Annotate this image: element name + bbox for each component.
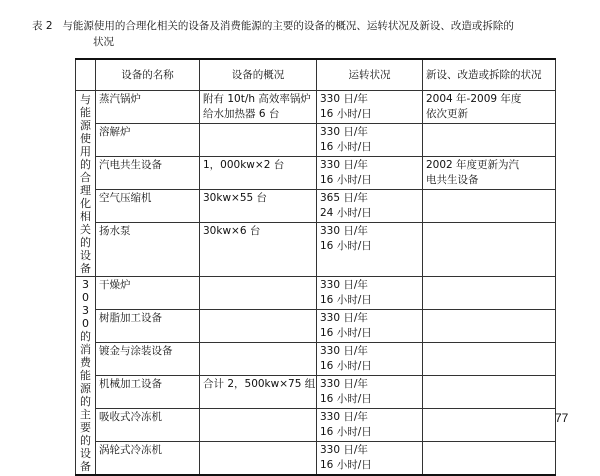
- cell-change: [423, 223, 556, 277]
- cell-operation: [317, 343, 423, 376]
- caption-title-line2: 状况: [93, 36, 114, 48]
- cell-equipment-name: 吸收式冷冻机: [96, 409, 200, 442]
- page-number: 77: [555, 411, 569, 425]
- cell-overview: [200, 124, 317, 157]
- cell-line: 330 日/年: [320, 279, 368, 291]
- cell-operation: [317, 91, 423, 124]
- cell-line: 16 小时/日: [320, 174, 372, 186]
- cell-line: 330 日/年: [320, 411, 368, 423]
- cell-operation: [317, 157, 423, 190]
- cell-change: [423, 409, 556, 442]
- cell-line: 16 小时/日: [320, 240, 372, 252]
- cell-operation: [317, 124, 423, 157]
- cell-line: 16 小时/日: [320, 327, 372, 339]
- cell-line: 16 小时/日: [320, 108, 372, 120]
- cell-line: 16 小时/日: [320, 360, 372, 372]
- header-change: 新设、改造或拆除的状况: [423, 59, 556, 91]
- cell-line: 330 日/年: [320, 444, 368, 456]
- cell-line: 依次更新: [426, 108, 468, 120]
- cell-equipment-name: 汽电共生设备: [96, 157, 200, 190]
- cell-line: 2002 年度更新为汽: [426, 159, 520, 171]
- cell-operation: [317, 442, 423, 476]
- caption-title-line1: 与能源使用的合理化相关的设备及消费能源的主要的设备的概况、运转状况及新设、改造或拆除的: [62, 20, 514, 32]
- header-name: 设备的名称: [96, 59, 200, 91]
- cell-overview: [200, 442, 317, 476]
- cell-line: 330 日/年: [320, 312, 368, 324]
- cell-line: 16 小时/日: [320, 393, 372, 405]
- cell-change: [423, 310, 556, 343]
- cell-line: 2004 年-2009 年度: [426, 93, 522, 105]
- cell-line: 330 日/年: [320, 378, 368, 390]
- cell-line: 合计 2，500kw×75 组: [203, 378, 316, 390]
- table-row: [76, 409, 556, 442]
- cell-equipment-name: 干燥炉: [96, 277, 200, 310]
- cell-change: [423, 190, 556, 223]
- table-row: [76, 343, 556, 376]
- table-row: [76, 124, 556, 157]
- table-row: [76, 310, 556, 343]
- header-corner: [76, 59, 96, 91]
- cell-operation: [317, 409, 423, 442]
- cell-operation: [317, 310, 423, 343]
- table-caption: [32, 18, 580, 50]
- cell-line: 16 小时/日: [320, 294, 372, 306]
- cell-equipment-name: 涡轮式冷冻机: [96, 442, 200, 476]
- cell-equipment-name: 树脂加工设备: [96, 310, 200, 343]
- group-label-rationalization: [76, 91, 96, 277]
- cell-operation: [317, 376, 423, 409]
- cell-change: [423, 442, 556, 476]
- cell-line: 330 日/年: [320, 126, 368, 138]
- header-row: [76, 59, 556, 91]
- cell-line: 1，000kw×2 台: [203, 159, 285, 171]
- cell-equipment-name: 溶解炉: [96, 124, 200, 157]
- cell-line: 16 小时/日: [320, 459, 372, 471]
- cell-overview: [200, 376, 317, 409]
- cell-change: [423, 124, 556, 157]
- cell-operation: [317, 190, 423, 223]
- cell-overview: [200, 310, 317, 343]
- cell-change: [423, 157, 556, 190]
- cell-line: 330 日/年: [320, 225, 368, 237]
- cell-overview: [200, 409, 317, 442]
- cell-line: 30kw×6 台: [203, 225, 261, 237]
- group-label-text: 3030的消费能源的主要的设备: [80, 278, 91, 473]
- table-row: [76, 91, 556, 124]
- table-row: [76, 376, 556, 409]
- cell-line: 附有 10t/h 高效率锅炉: [203, 93, 311, 105]
- cell-overview: [200, 343, 317, 376]
- caption-label: 表 2: [32, 20, 53, 32]
- table-row: [76, 190, 556, 223]
- cell-operation: [317, 277, 423, 310]
- cell-line: 给水加热器 6 台: [203, 108, 280, 120]
- cell-change: [423, 343, 556, 376]
- cell-line: 330 日/年: [320, 345, 368, 357]
- cell-line: 电共生设备: [426, 174, 479, 186]
- table-row: [76, 157, 556, 190]
- cell-overview: [200, 91, 317, 124]
- table-row: [76, 442, 556, 476]
- cell-change: [423, 376, 556, 409]
- cell-change: [423, 91, 556, 124]
- table-row: [76, 223, 556, 277]
- cell-line: 330 日/年: [320, 93, 368, 105]
- cell-overview: [200, 277, 317, 310]
- cell-equipment-name: 扬水泵: [96, 223, 200, 277]
- cell-overview: [200, 223, 317, 277]
- group-label-main-energy: [76, 277, 96, 476]
- table-row: [76, 277, 556, 310]
- header-overview: 设备的概况: [200, 59, 317, 91]
- header-operation: 运转状况: [317, 59, 423, 91]
- cell-line: 365 日/年: [320, 192, 368, 204]
- group-label-text: 与能源使用的合理化相关的设备: [80, 92, 91, 275]
- cell-equipment-name: 镀金与涂装设备: [96, 343, 200, 376]
- cell-line: 330 日/年: [320, 159, 368, 171]
- equipment-table: [75, 58, 556, 476]
- cell-overview: [200, 190, 317, 223]
- cell-operation: [317, 223, 423, 277]
- cell-equipment-name: 空气压缩机: [96, 190, 200, 223]
- cell-change: [423, 277, 556, 310]
- cell-line: 24 小时/日: [320, 207, 372, 219]
- cell-line: 16 小时/日: [320, 141, 372, 153]
- cell-line: 30kw×55 台: [203, 192, 268, 204]
- cell-equipment-name: 机械加工设备: [96, 376, 200, 409]
- cell-overview: [200, 157, 317, 190]
- cell-line: 16 小时/日: [320, 426, 372, 438]
- cell-equipment-name: 蒸汽锅炉: [96, 91, 200, 124]
